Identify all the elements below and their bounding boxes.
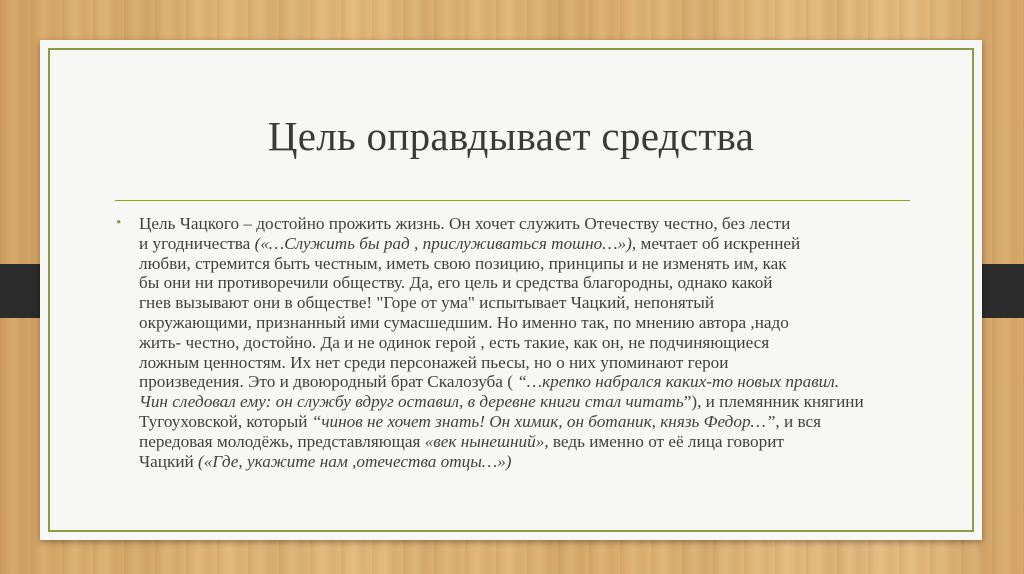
- title-divider: [115, 200, 910, 201]
- quote-text: («Где, укажите нам ,отечества отцы…»): [198, 451, 512, 471]
- body-text: , мечтает об искренней: [631, 233, 801, 253]
- text-line: [139, 234, 914, 254]
- text-line: [139, 313, 914, 333]
- text-line: [139, 254, 914, 274]
- slide-body: [114, 214, 914, 471]
- body-text: Чацкий: [139, 451, 199, 471]
- body-text: Тугоуховской, который: [139, 411, 312, 431]
- text-line: [139, 353, 914, 373]
- quote-text: “…крепко набрался каких-то новых правил.: [517, 372, 840, 392]
- body-text: окружающими, признанный ими сумасшедшим. Но именно так, по мнению автора ,надо: [139, 312, 789, 332]
- bullet-icon: •: [116, 215, 122, 231]
- text-line: [139, 412, 914, 432]
- text-line: [139, 372, 914, 392]
- paragraph-text: [139, 214, 914, 471]
- body-text: передовая молодёжь, представляющая: [139, 431, 425, 451]
- slide-card: [40, 40, 982, 540]
- body-text: бы они ни противоречили обществу. Да, его цель и средства благородны, однако какой: [139, 273, 773, 293]
- body-text: жить- честно, достойно. Да и не одинок герой , есть такие, как он, не подчиняющиеся: [139, 332, 770, 352]
- body-text: гнев вызывают они в обществе! "Горе от ума" испытывает Чацкий, непонятый: [139, 293, 715, 313]
- body-text: , ведь именно от её лица говорит: [544, 431, 784, 451]
- slide-title: Цель оправдывает средства: [267, 113, 755, 159]
- quote-text: «век нынешний»: [424, 431, 545, 451]
- body-text: ложным ценностям. Их нет среди персонажей пьесы, но о них упоминают герои: [139, 352, 729, 372]
- quote-text: Чин следовал ему: он службу вдруг оставил, в деревне книги стал читать: [139, 392, 684, 412]
- text-line: [139, 452, 914, 472]
- quote-text: “чинов не хочет знать! Он химик, он ботаник, князь Федор…”: [311, 411, 776, 431]
- body-text: Цель Чацкого – достойно прожить жизнь. Он хочет служить Отечеству честно, без лести: [139, 214, 791, 233]
- body-text: и угодничества: [139, 233, 255, 253]
- text-line: [139, 273, 914, 293]
- body-text: ”), и племянник княгини: [683, 392, 864, 412]
- bullet-item: [114, 214, 914, 471]
- body-text: любви, стремится быть честным, иметь свою позицию, принципы и не изменять им, как: [139, 253, 787, 273]
- body-text: произведения. Это и двоюродный брат Скалозуба (: [139, 372, 518, 392]
- text-line: [139, 392, 914, 412]
- body-text: , и вся: [775, 411, 822, 431]
- text-line: [139, 333, 914, 353]
- text-line: [139, 432, 914, 452]
- text-line: [139, 214, 914, 234]
- text-line: [139, 293, 914, 313]
- quote-text: («…Служить бы рад , прислуживаться тошно…»): [254, 233, 632, 253]
